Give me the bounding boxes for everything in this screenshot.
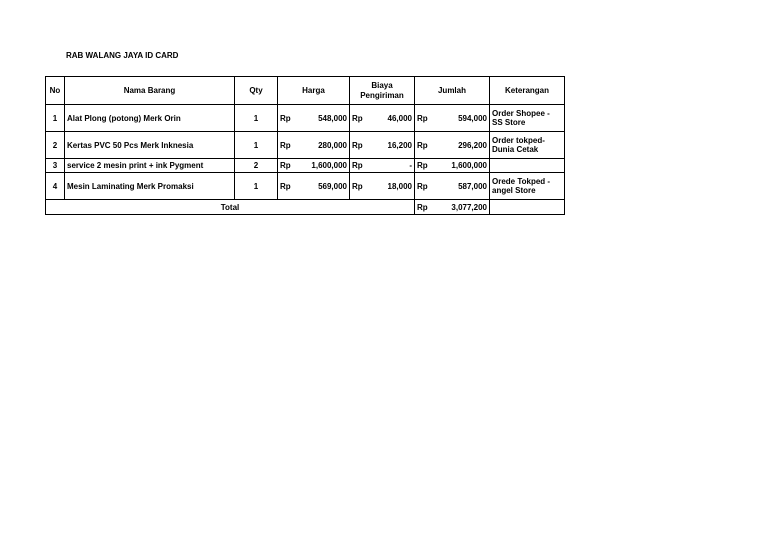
header-harga: Harga: [278, 77, 350, 105]
total-currency: Rp: [415, 200, 436, 215]
cell-biaya: 18,000: [371, 173, 415, 200]
table-header-row: [46, 77, 565, 105]
total-keterangan: [490, 200, 565, 215]
cell-biaya: -: [371, 159, 415, 173]
total-row: [46, 200, 565, 215]
header-jumlah: Jumlah: [415, 77, 490, 105]
header-nama-barang: Nama Barang: [65, 77, 235, 105]
header-no: No: [46, 77, 65, 105]
table-row: [46, 159, 565, 173]
cell-jumlah: 594,000: [436, 105, 490, 132]
cell-nama-barang: service 2 mesin print + ink Pygment: [65, 159, 235, 173]
table-row: [46, 132, 565, 159]
table-row: [46, 105, 565, 132]
cell-currency: Rp: [415, 159, 436, 173]
cell-currency: Rp: [350, 159, 371, 173]
cell-currency: Rp: [415, 132, 436, 159]
cell-jumlah: 296,200: [436, 132, 490, 159]
cell-nama-barang: Kertas PVC 50 Pcs Merk Inknesia: [65, 132, 235, 159]
header-biaya-pengiriman: Biaya Pengiriman: [350, 77, 415, 105]
cell-no: 3: [46, 159, 65, 173]
cell-no: 2: [46, 132, 65, 159]
cell-harga: 1,600,000: [299, 159, 350, 173]
cell-currency: Rp: [350, 132, 371, 159]
cell-nama-barang: Mesin Laminating Merk Promaksi: [65, 173, 235, 200]
total-label: Total: [46, 200, 415, 215]
cell-harga: 280,000: [299, 132, 350, 159]
cell-currency: Rp: [415, 173, 436, 200]
table-row: [46, 173, 565, 200]
cell-no: 4: [46, 173, 65, 200]
rab-table: [45, 76, 565, 215]
cell-currency: Rp: [278, 132, 299, 159]
cell-currency: Rp: [278, 105, 299, 132]
cell-jumlah: 587,000: [436, 173, 490, 200]
cell-currency: Rp: [278, 159, 299, 173]
cell-qty: 1: [235, 132, 278, 159]
cell-currency: Rp: [350, 105, 371, 132]
cell-qty: 2: [235, 159, 278, 173]
cell-biaya: 16,200: [371, 132, 415, 159]
cell-qty: 1: [235, 173, 278, 200]
cell-keterangan: Order tokped- Dunia Cetak: [490, 132, 565, 159]
header-keterangan: Keterangan: [490, 77, 565, 105]
document-title: RAB WALANG JAYA ID CARD: [66, 51, 179, 60]
total-value: 3,077,200: [436, 200, 490, 215]
cell-biaya: 46,000: [371, 105, 415, 132]
cell-jumlah: 1,600,000: [436, 159, 490, 173]
cell-harga: 548,000: [299, 105, 350, 132]
cell-currency: Rp: [415, 105, 436, 132]
cell-currency: Rp: [278, 173, 299, 200]
cell-nama-barang: Alat Plong (potong) Merk Orin: [65, 105, 235, 132]
cell-harga: 569,000: [299, 173, 350, 200]
cell-keterangan: Order Shopee - SS Store: [490, 105, 565, 132]
header-qty: Qty: [235, 77, 278, 105]
cell-no: 1: [46, 105, 65, 132]
cell-qty: 1: [235, 105, 278, 132]
cell-currency: Rp: [350, 173, 371, 200]
cell-keterangan: [490, 159, 565, 173]
cell-keterangan: Orede Tokped - angel Store: [490, 173, 565, 200]
